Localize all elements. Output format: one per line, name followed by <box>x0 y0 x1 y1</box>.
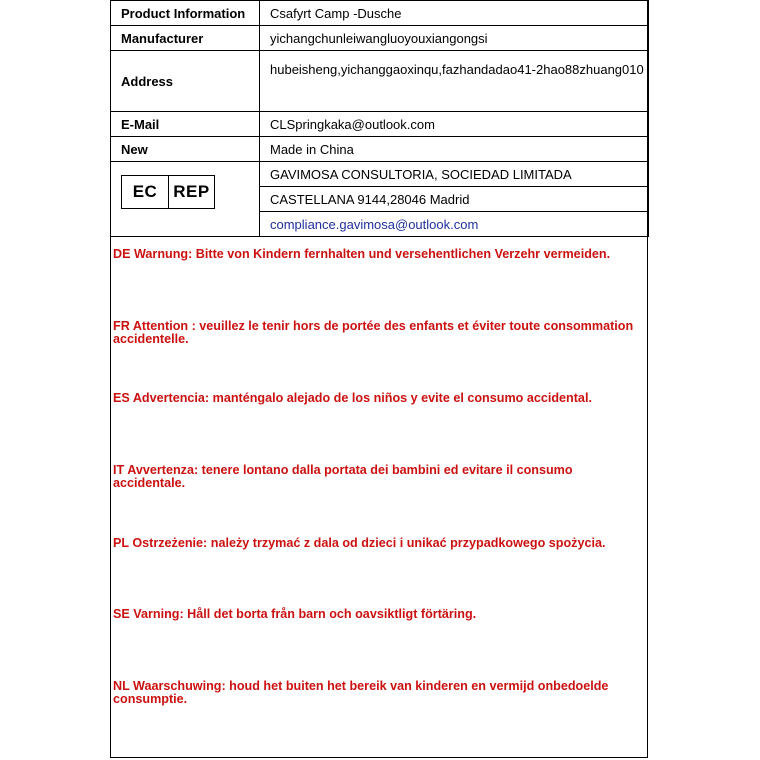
table-row-ec-rep-company <box>111 162 649 187</box>
table-row-address <box>111 51 649 112</box>
table-row-email <box>111 112 649 137</box>
manufacturer-label: Manufacturer <box>111 26 260 51</box>
table-row-new <box>111 137 649 162</box>
table-row-manufacturer <box>111 26 649 51</box>
warning-nl: NL Waarschuwing: houd het buiten het bereik van kinderen en vermijd onbedoelde consumptie. <box>113 679 609 706</box>
ec-rep-address: CASTELLANA 9144,28046 Madrid <box>260 187 649 212</box>
warning-de: DE Warnung: Bitte von Kindern fernhalten und versehentlichen Verzehr vermeiden. <box>113 247 611 261</box>
product-info-value: Csafyrt Camp -Dusche <box>260 1 649 26</box>
new-value: Made in China <box>260 137 649 162</box>
address-label: Address <box>111 51 260 112</box>
ec-rep-email-link[interactable]: compliance.gavimosa@outlook.com <box>260 212 649 237</box>
ec-rep-symbol <box>121 175 215 209</box>
address-value: hubeisheng,yichanggaoxinqu,fazhandadao41-2hao88zhuang010 <box>260 51 649 112</box>
manufacturer-value: yichangchunleiwangluoyouxiangongsi <box>260 26 649 51</box>
warning-se: SE Varning: Håll det borta från barn och oavsiktligt förtäring. <box>113 607 477 621</box>
product-info-label: Product Information <box>111 1 260 26</box>
new-label: New <box>111 137 260 162</box>
warning-es: ES Advertencia: manténgalo alejado de los niños y evite el consumo accidental. <box>113 391 592 405</box>
product-info-table <box>110 0 649 237</box>
warning-it: IT Avvertenza: tenere lontano dalla portata dei bambini ed evitare il consumo accidentale. <box>113 463 573 490</box>
warning-fr: FR Attention : veuillez le tenir hors de portée des enfants et éviter toute consommation accidentelle. <box>113 319 634 346</box>
email-label: E-Mail <box>111 112 260 137</box>
ec-rep-company: GAVIMOSA CONSULTORIA, SOCIEDAD LIMITADA <box>260 162 649 187</box>
email-value: CLSpringkaka@outlook.com <box>260 112 649 137</box>
table-row-product <box>111 1 649 26</box>
ec-text: EC <box>122 176 169 208</box>
warning-pl: PL Ostrzeżenie: należy trzymać z dala od dzieci i unikać przypadkowego spożycia. <box>113 536 606 550</box>
rep-text: REP <box>173 182 210 201</box>
ec-rep-cell <box>111 162 260 237</box>
